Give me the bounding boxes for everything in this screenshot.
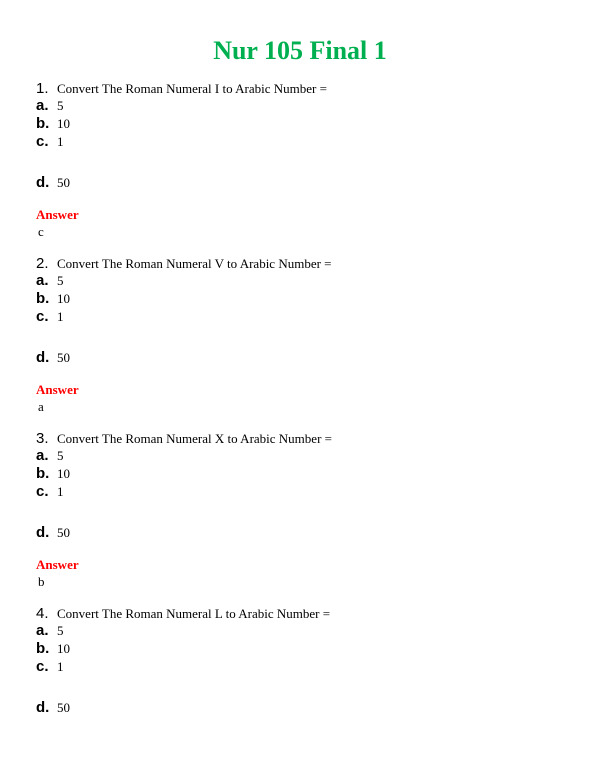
option-a xyxy=(36,622,64,640)
question-2 xyxy=(36,255,576,415)
option-a xyxy=(36,272,64,290)
option-b xyxy=(36,465,70,483)
option-text: 1 xyxy=(57,659,64,674)
option-c xyxy=(36,658,64,676)
option-b xyxy=(36,115,70,133)
option-c xyxy=(36,133,64,151)
question-stem xyxy=(36,255,332,273)
question-stem xyxy=(36,80,327,98)
option-text: 10 xyxy=(57,116,70,131)
option-text: 5 xyxy=(57,448,64,463)
option-letter: a. xyxy=(36,447,49,464)
option-text: 10 xyxy=(57,291,70,306)
option-letter: b. xyxy=(36,290,50,307)
option-letter: c. xyxy=(36,308,49,325)
answer-label: Answer xyxy=(36,207,79,222)
answer-value: a xyxy=(38,399,44,414)
option-letter: c. xyxy=(36,658,49,675)
option-letter: b. xyxy=(36,640,50,657)
option-letter: c. xyxy=(36,483,49,500)
option-letter: d. xyxy=(36,349,50,366)
option-letter: b. xyxy=(36,115,50,132)
option-c xyxy=(36,308,64,326)
option-text: 1 xyxy=(57,134,64,149)
question-text: Convert The Roman Numeral V to Arabic Number = xyxy=(57,256,332,271)
page-title: Nur 105 Final 1 xyxy=(213,36,387,65)
option-c xyxy=(36,483,64,501)
option-text: 50 xyxy=(57,175,70,190)
question-number: 3. xyxy=(36,430,49,447)
option-letter: a. xyxy=(36,272,49,289)
question-text: Convert The Roman Numeral I to Arabic Number = xyxy=(57,81,327,96)
option-text: 10 xyxy=(57,641,70,656)
option-d xyxy=(36,349,70,367)
option-text: 5 xyxy=(57,98,64,113)
question-stem xyxy=(36,430,332,448)
option-letter: a. xyxy=(36,622,49,639)
option-b xyxy=(36,290,70,308)
option-text: 1 xyxy=(57,484,64,499)
option-d xyxy=(36,699,70,717)
option-letter: b. xyxy=(36,465,50,482)
question-text: Convert The Roman Numeral X to Arabic Number = xyxy=(57,431,332,446)
option-b xyxy=(36,640,70,658)
option-text: 50 xyxy=(57,525,70,540)
option-d xyxy=(36,174,70,192)
question-number: 4. xyxy=(36,605,49,622)
option-letter: a. xyxy=(36,97,49,114)
option-a xyxy=(36,97,64,115)
question-3 xyxy=(36,430,576,590)
option-d xyxy=(36,524,70,542)
option-letter: d. xyxy=(36,524,50,541)
option-a xyxy=(36,447,64,465)
answer-value: c xyxy=(38,224,44,239)
question-4 xyxy=(36,605,576,725)
option-letter: c. xyxy=(36,133,49,150)
answer-label: Answer xyxy=(36,557,79,572)
option-text: 10 xyxy=(57,466,70,481)
question-1 xyxy=(36,80,576,240)
question-stem xyxy=(36,605,330,623)
option-text: 50 xyxy=(57,700,70,715)
question-number: 2. xyxy=(36,255,49,272)
option-text: 50 xyxy=(57,350,70,365)
option-text: 1 xyxy=(57,309,64,324)
option-letter: d. xyxy=(36,699,50,716)
option-text: 5 xyxy=(57,623,64,638)
answer-label: Answer xyxy=(36,382,79,397)
question-text: Convert The Roman Numeral L to Arabic Number = xyxy=(57,606,331,621)
answer-value: b xyxy=(38,574,45,589)
question-number: 1. xyxy=(36,80,49,97)
option-letter: d. xyxy=(36,174,50,191)
option-text: 5 xyxy=(57,273,64,288)
